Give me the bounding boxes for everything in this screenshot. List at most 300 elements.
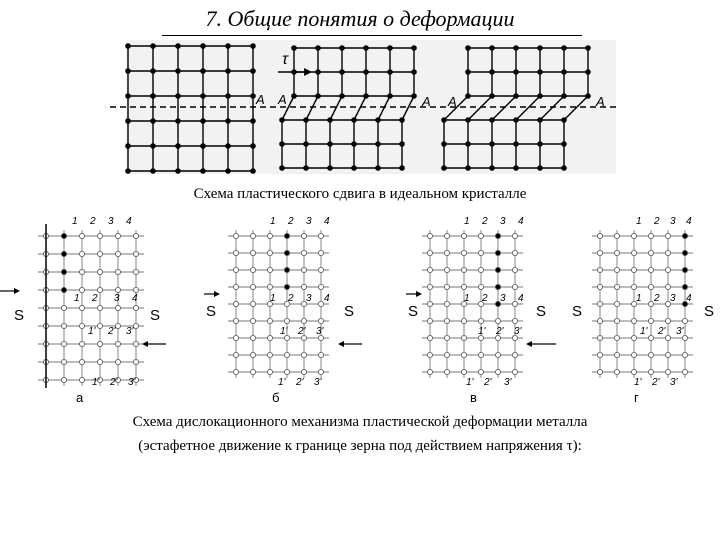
atom [489, 45, 495, 51]
atom [489, 93, 495, 99]
atom [461, 352, 466, 357]
panel-g [572, 216, 714, 405]
atom-highlighted [495, 284, 500, 289]
stress-arrow-right-head-b [338, 341, 344, 347]
atom [375, 117, 381, 123]
atom [267, 369, 272, 374]
atom [465, 93, 471, 99]
atom [597, 301, 602, 306]
atom [465, 141, 471, 147]
atom [291, 93, 297, 99]
atom [631, 335, 636, 340]
atom [175, 143, 181, 149]
caption-dislocation-line1: Схема дислокационного механизма пластической деформации металла [132, 414, 588, 430]
atom [303, 165, 309, 171]
primed-b-3: 3' [316, 326, 324, 337]
atom [125, 168, 131, 174]
atom [301, 267, 306, 272]
atom [631, 369, 636, 374]
atom [561, 141, 567, 147]
atom [125, 68, 131, 74]
atom [291, 45, 297, 51]
atom [427, 250, 432, 255]
caption-dislocation [0, 410, 720, 458]
atom [225, 93, 231, 99]
atom [665, 369, 670, 374]
atom [150, 68, 156, 74]
col-num-b-1: 1 [270, 216, 276, 227]
atom [79, 233, 84, 238]
col-num-v-2: 2 [482, 216, 488, 227]
bottom-primed-g-2: 2' [652, 377, 660, 388]
atom [301, 369, 306, 374]
atom [115, 251, 120, 256]
atom [175, 43, 181, 49]
atom [512, 369, 517, 374]
atom-highlighted [61, 269, 66, 274]
primed-g-3: 3' [676, 326, 684, 337]
atom [427, 318, 432, 323]
atom [585, 93, 591, 99]
atom [315, 93, 321, 99]
atom [441, 165, 447, 171]
atom [250, 168, 256, 174]
atom [79, 323, 84, 328]
atom-highlighted [61, 287, 66, 292]
atom [427, 352, 432, 357]
atom [150, 43, 156, 49]
atom [614, 352, 619, 357]
atom [267, 233, 272, 238]
atom [318, 318, 323, 323]
atom [444, 352, 449, 357]
atom [512, 267, 517, 272]
slip-label-right-v: S [536, 303, 547, 320]
atom [125, 43, 131, 49]
atom [97, 251, 102, 256]
atom [665, 352, 670, 357]
atom [97, 269, 102, 274]
atom [250, 284, 255, 289]
col-num-g-1: 1 [636, 216, 642, 227]
atom [665, 250, 670, 255]
atom [79, 287, 84, 292]
atom [597, 250, 602, 255]
atom-highlighted [682, 250, 687, 255]
atom [648, 301, 653, 306]
atom [461, 284, 466, 289]
atom [665, 284, 670, 289]
atom [561, 93, 567, 99]
panel-letter-g: г [634, 390, 639, 405]
atom [441, 117, 447, 123]
atom [648, 284, 653, 289]
atom [461, 369, 466, 374]
atom [250, 143, 256, 149]
mid-num-g-4: 4 [686, 293, 692, 304]
atom [315, 45, 321, 51]
atom [465, 69, 471, 75]
bottom-primed-a-2: 2' [110, 377, 118, 388]
atom [233, 352, 238, 357]
atom [250, 335, 255, 340]
atom [250, 352, 255, 357]
atom [233, 318, 238, 323]
atom [250, 369, 255, 374]
atom [318, 250, 323, 255]
col-num-g-4: 4 [686, 216, 692, 227]
atom [427, 301, 432, 306]
slip-label-left-a: S [14, 307, 25, 324]
atom [115, 233, 120, 238]
atom [461, 318, 466, 323]
atom [363, 93, 369, 99]
atom [327, 165, 333, 171]
atom [561, 165, 567, 171]
panel-letter-a: а [76, 390, 84, 405]
atom [267, 267, 272, 272]
bottom-primed-b-2: 2' [296, 377, 304, 388]
atom [597, 369, 602, 374]
atom [133, 359, 138, 364]
atom [461, 335, 466, 340]
atom [250, 318, 255, 323]
atom [339, 93, 345, 99]
atom [597, 267, 602, 272]
atom [133, 233, 138, 238]
atom [489, 141, 495, 147]
atom [315, 69, 321, 75]
atom [133, 341, 138, 346]
atom [250, 233, 255, 238]
atom [387, 93, 393, 99]
atom [279, 165, 285, 171]
atom [97, 341, 102, 346]
atom [444, 318, 449, 323]
col-num-b-2: 2 [288, 216, 294, 227]
atom [537, 93, 543, 99]
atom [513, 141, 519, 147]
atom [399, 165, 405, 171]
atom [79, 359, 84, 364]
atom [387, 69, 393, 75]
atom [97, 359, 102, 364]
atom [427, 267, 432, 272]
slip-label-right-a: S [150, 307, 161, 324]
plane-label-a4: A [448, 94, 457, 109]
atom [512, 301, 517, 306]
atom [115, 269, 120, 274]
atom [537, 141, 543, 147]
atom [363, 45, 369, 51]
atom [150, 143, 156, 149]
atom [225, 118, 231, 124]
atom [513, 93, 519, 99]
col-num-a-4: 4 [126, 216, 132, 227]
atom [284, 352, 289, 357]
atom [301, 250, 306, 255]
atom [495, 318, 500, 323]
atom [79, 305, 84, 310]
atom [327, 141, 333, 147]
atom-highlighted [61, 251, 66, 256]
atom [478, 233, 483, 238]
primed-v-3: 3' [514, 326, 522, 337]
atom [427, 369, 432, 374]
mid-num-v-4: 4 [518, 293, 524, 304]
atom [61, 359, 66, 364]
atom [97, 305, 102, 310]
mid-num-a-1: 1 [74, 293, 80, 304]
atom [284, 318, 289, 323]
atom [318, 233, 323, 238]
atom [614, 267, 619, 272]
atom [537, 69, 543, 75]
atom [200, 68, 206, 74]
atom [175, 68, 181, 74]
atom [441, 141, 447, 147]
atom [465, 45, 471, 51]
atom [489, 165, 495, 171]
atom [444, 369, 449, 374]
atom [267, 352, 272, 357]
atom [250, 93, 256, 99]
col-num-b-4: 4 [324, 216, 330, 227]
atom [682, 352, 687, 357]
mid-num-a-4: 4 [132, 293, 138, 304]
atom [387, 45, 393, 51]
atom [175, 168, 181, 174]
panel-v [406, 216, 556, 405]
atom [648, 369, 653, 374]
atom [233, 369, 238, 374]
tau-label: τ [282, 51, 288, 68]
atom [97, 233, 102, 238]
stress-arrow-left-head-v [416, 291, 422, 297]
atom [363, 69, 369, 75]
lattice-a [38, 230, 144, 386]
atom [279, 117, 285, 123]
panel-letter-b: б [272, 390, 280, 405]
slip-label-left-v: S [408, 303, 419, 320]
primed-a-1: 1' [88, 326, 96, 337]
atom [665, 267, 670, 272]
atom [444, 335, 449, 340]
atom [597, 318, 602, 323]
atom [318, 284, 323, 289]
col-num-v-4: 4 [518, 216, 524, 227]
atom [648, 335, 653, 340]
col-num-g-2: 2 [654, 216, 660, 227]
panel-a [0, 216, 166, 405]
bottom-primed-g-1: 1' [634, 377, 642, 388]
caption-dislocation-line2: (эстафетное движение к границе зерна под действием напряжения τ): [138, 438, 582, 454]
atom [489, 117, 495, 123]
atom [318, 267, 323, 272]
atom [478, 284, 483, 289]
atom [175, 118, 181, 124]
atom [318, 301, 323, 306]
atom-highlighted [495, 250, 500, 255]
atom [233, 233, 238, 238]
atom-highlighted [495, 267, 500, 272]
atom [682, 318, 687, 323]
atom [267, 335, 272, 340]
atom [411, 69, 417, 75]
atom [301, 284, 306, 289]
atom [585, 69, 591, 75]
bottom-primed-b-1: 1' [278, 377, 286, 388]
col-num-a-3: 3 [108, 216, 114, 227]
atom [61, 323, 66, 328]
atom [133, 323, 138, 328]
atom [133, 269, 138, 274]
atom [303, 141, 309, 147]
atom [301, 318, 306, 323]
atom [301, 352, 306, 357]
bottom-primed-g-3: 3' [670, 377, 678, 388]
atom [461, 250, 466, 255]
plane-label-a5: A [596, 94, 605, 109]
atom [478, 250, 483, 255]
mid-num-a-3: 3 [114, 293, 120, 304]
atom [250, 118, 256, 124]
atom-highlighted [61, 233, 66, 238]
atom [339, 69, 345, 75]
atom [250, 267, 255, 272]
plane-label-a1: A [256, 92, 265, 107]
atom [614, 233, 619, 238]
atom [61, 341, 66, 346]
primed-a-2: 2' [108, 326, 116, 337]
atom-highlighted [284, 233, 289, 238]
primed-g-1: 1' [640, 326, 648, 337]
bottom-primed-a-1: 1' [92, 377, 100, 388]
atom [427, 284, 432, 289]
atom [250, 68, 256, 74]
atom [495, 352, 500, 357]
mid-num-g-3: 3 [670, 293, 676, 304]
atom [61, 305, 66, 310]
atom [233, 335, 238, 340]
panel-letter-v: в [470, 390, 477, 405]
atom [115, 305, 120, 310]
atom [537, 165, 543, 171]
atom [115, 287, 120, 292]
atom [461, 267, 466, 272]
atom [267, 318, 272, 323]
atom [150, 168, 156, 174]
atom [79, 251, 84, 256]
atom [399, 141, 405, 147]
primed-b-1: 1' [280, 326, 288, 337]
atom [465, 165, 471, 171]
mid-num-b-2: 2 [288, 293, 294, 304]
atom [614, 369, 619, 374]
atom [665, 233, 670, 238]
atom [682, 369, 687, 374]
lattice-b [228, 230, 329, 378]
caption-shear: Схема пластического сдвига в идеальном кристалле [193, 186, 527, 202]
atom-highlighted [284, 250, 289, 255]
atom [513, 69, 519, 75]
atom [665, 318, 670, 323]
atom [561, 69, 567, 75]
atom [631, 318, 636, 323]
dislocation-diagram [0, 208, 720, 408]
atom [537, 45, 543, 51]
atom [427, 233, 432, 238]
atom [597, 284, 602, 289]
mid-num-v-2: 2 [482, 293, 488, 304]
atom-highlighted [284, 284, 289, 289]
col-num-g-3: 3 [670, 216, 676, 227]
atom [351, 141, 357, 147]
panel-b [204, 216, 362, 405]
atom [444, 301, 449, 306]
atom [444, 267, 449, 272]
bottom-primed-v-3: 3' [504, 377, 512, 388]
atom [561, 45, 567, 51]
atom [561, 117, 567, 123]
atom [631, 352, 636, 357]
primed-g-2: 2' [658, 326, 666, 337]
col-num-a-1: 1 [72, 216, 78, 227]
atom [301, 233, 306, 238]
atom [351, 165, 357, 171]
atom [513, 165, 519, 171]
atom [200, 93, 206, 99]
col-num-a-2: 2 [90, 216, 96, 227]
atom [478, 369, 483, 374]
atom [614, 284, 619, 289]
atom [318, 352, 323, 357]
atom [125, 143, 131, 149]
stress-arrow-left-head-b [214, 291, 220, 297]
slip-label-left-b: S [206, 303, 217, 320]
stress-arrow-right-head-v [526, 341, 532, 347]
primed-a-3: 3' [126, 326, 134, 337]
mid-num-g-1: 1 [636, 293, 642, 304]
atom [411, 93, 417, 99]
atom [200, 43, 206, 49]
mid-num-v-3: 3 [500, 293, 506, 304]
atom-highlighted [682, 284, 687, 289]
atom [279, 141, 285, 147]
atom [200, 118, 206, 124]
atom [411, 45, 417, 51]
atom [225, 168, 231, 174]
lattice-v [422, 230, 523, 378]
plane-label-a3: A [422, 94, 431, 109]
bottom-primed-v-2: 2' [484, 377, 492, 388]
atom [512, 352, 517, 357]
atom-highlighted [682, 267, 687, 272]
col-num-v-3: 3 [500, 216, 506, 227]
atom [79, 269, 84, 274]
atom [512, 250, 517, 255]
atom [614, 318, 619, 323]
atom [233, 250, 238, 255]
stress-arrow-left-head-a [14, 288, 20, 294]
mid-num-b-4: 4 [324, 293, 330, 304]
atom [465, 117, 471, 123]
mid-num-g-2: 2 [654, 293, 660, 304]
atom [648, 250, 653, 255]
atom [478, 318, 483, 323]
atom [444, 250, 449, 255]
slip-label-right-g: S [704, 303, 715, 320]
